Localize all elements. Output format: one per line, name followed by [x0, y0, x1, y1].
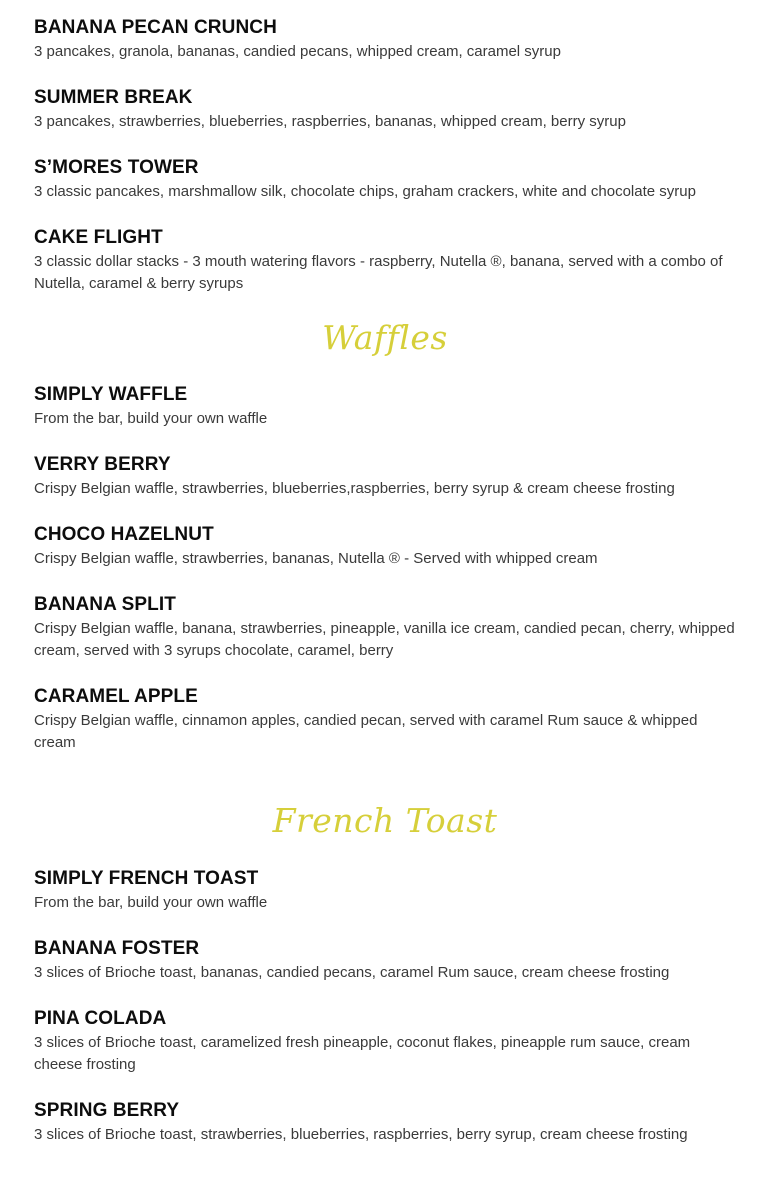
item-description: 3 slices of Brioche toast, strawberries, blueberries, raspberries, berry syrup, cream cheese frosting — [34, 1126, 688, 1143]
item-description: Crispy Belgian waffle, strawberries, bananas, Nutella ® - Served with whipped cream — [34, 550, 598, 567]
item-name: CAKE FLIGHT — [34, 227, 163, 248]
item-description: 3 slices of Brioche toast, caramelized fresh pineapple, coconut flakes, pineapple rum sauce, cream cheese frosting — [34, 1034, 691, 1073]
menu-item — [34, 87, 740, 133]
item-name: CARAMEL APPLE — [34, 686, 198, 707]
menu-item — [34, 524, 740, 570]
item-name: CHOCO HAZELNUT — [34, 524, 214, 545]
item-description: 3 classic dollar stacks - 3 mouth watering flavors - raspberry, Nutella ®, banana, served with a combo of Nutella, caramel & berry syrups — [34, 253, 723, 292]
menu-item — [34, 17, 740, 63]
item-name: VERRY BERRY — [34, 454, 171, 475]
menu-item — [34, 454, 740, 500]
menu-item — [34, 384, 740, 430]
menu-item — [34, 938, 740, 984]
item-name: BANANA FOSTER — [34, 938, 200, 959]
item-name: S’MORES TOWER — [34, 157, 199, 178]
section-title-waffles: Waffles — [322, 318, 448, 357]
item-name: BANANA SPLIT — [34, 594, 176, 615]
menu-item — [34, 686, 740, 754]
section-title-french-toast: French Toast — [272, 801, 498, 840]
menu-item — [34, 227, 740, 295]
item-description: Crispy Belgian waffle, cinnamon apples, candied pecan, served with caramel Rum sauce & whipped cream — [34, 712, 698, 751]
item-description: 3 pancakes, granola, bananas, candied pecans, whipped cream, caramel syrup — [34, 43, 561, 60]
item-description: Crispy Belgian waffle, banana, strawberries, pineapple, vanilla ice cream, candied pecan, cherry, whipped cream, served with 3 syrups chocolate, caramel, berry — [34, 620, 735, 659]
menu-item — [34, 594, 740, 662]
item-description: From the bar, build your own waffle — [34, 410, 268, 427]
menu-item — [34, 868, 740, 914]
item-name: BANANA PECAN CRUNCH — [34, 17, 277, 38]
item-description: Crispy Belgian waffle, strawberries, blueberries,raspberries, berry syrup & cream cheese frosting — [34, 480, 675, 497]
item-description: 3 pancakes, strawberries, blueberries, raspberries, bananas, whipped cream, berry syrup — [34, 113, 626, 130]
item-name: PINA COLADA — [34, 1008, 167, 1029]
item-name: SIMPLY FRENCH TOAST — [34, 868, 259, 889]
item-description: From the bar, build your own waffle — [34, 894, 268, 911]
menu-item — [34, 1008, 740, 1076]
menu-item — [34, 157, 740, 203]
item-description: 3 slices of Brioche toast, bananas, candied pecans, caramel Rum sauce, cream cheese frosting — [34, 964, 670, 981]
item-name: SPRING BERRY — [34, 1100, 180, 1121]
item-name: SUMMER BREAK — [34, 87, 193, 108]
item-description: 3 classic pancakes, marshmallow silk, chocolate chips, graham crackers, white and chocolate syrup — [34, 183, 696, 200]
menu-item — [34, 1100, 740, 1146]
item-name: SIMPLY WAFFLE — [34, 384, 188, 405]
